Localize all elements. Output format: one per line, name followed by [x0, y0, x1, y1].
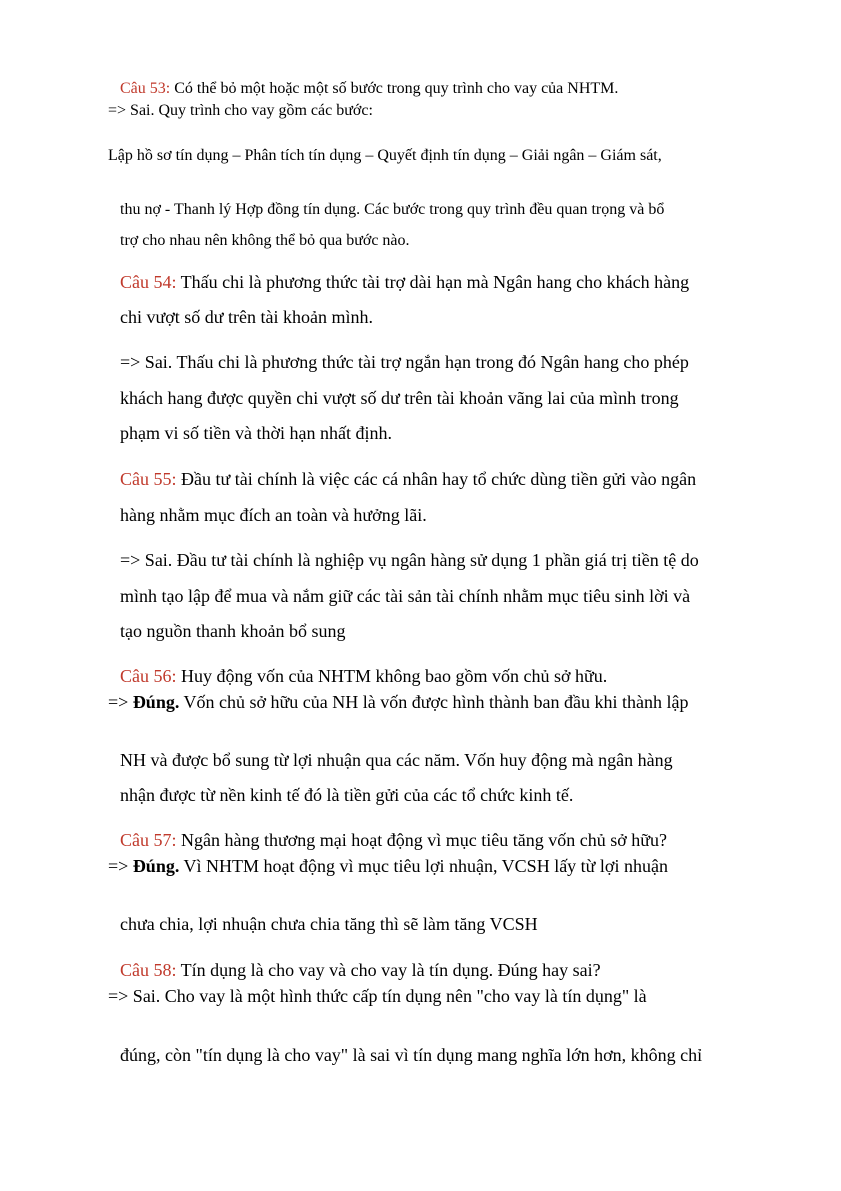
answer-line	[108, 857, 668, 875]
answer-verdict: Đúng.	[132, 692, 180, 712]
answer-line: => Sai. Cho vay là một hình thức cấp tín dụng nên "cho vay là tín dụng" là	[108, 986, 647, 1006]
answer-line: => Sai. Quy trình cho vay gồm các bước:	[108, 102, 373, 119]
answer-line: tạo nguồn thanh khoản bổ sung	[120, 621, 346, 641]
question-53	[120, 81, 618, 97]
answer-line: thu nợ - Thanh lý Hợp đồng tín dụng. Các bước trong quy trình đều quan trọng và bổ	[120, 201, 665, 218]
answer-line: Lập hồ sơ tín dụng – Phân tích tín dụng – Quyết định tín dụng – Giải ngân – Giám sát,	[108, 147, 662, 164]
question-label: Câu 56:	[120, 666, 177, 686]
question-label: Câu 53:	[120, 80, 171, 97]
question-56	[120, 667, 607, 685]
answer-line: nhận được từ nền kinh tế đó là tiền gửi của các tổ chức kinh tế.	[120, 785, 574, 805]
question-line: chi vượt số dư trên tài khoản mình.	[120, 307, 373, 327]
question-57	[120, 831, 667, 849]
answer-text: Vì NHTM hoạt động vì mục tiêu lợi nhuận, VCSH lấy từ lợi nhuận	[179, 856, 668, 876]
answer-line: => Sai. Đầu tư tài chính là nghiệp vụ ngân hàng sử dụng 1 phần giá trị tiền tệ do	[120, 550, 699, 570]
question-label: Câu 58:	[120, 960, 177, 980]
answer-line: khách hang được quyền chi vượt số dư trên tài khoản vãng lai của mình trong	[120, 388, 679, 408]
question-label: Câu 54:	[120, 272, 177, 292]
question-text: Đầu tư tài chính là việc các cá nhân hay tổ chức dùng tiền gửi vào ngân	[176, 469, 697, 489]
question-text: Ngân hàng thương mại hoạt động vì mục tiêu tăng vốn chủ sở hữu?	[176, 830, 667, 850]
answer-line: mình tạo lập để mua và nắm giữ các tài sản tài chính nhằm mục tiêu sinh lời và	[120, 586, 691, 606]
question-55	[120, 470, 696, 488]
answer-text: Vốn chủ sở hữu của NH là vốn được hình thành ban đầu khi thành lập	[179, 692, 689, 712]
answer-prefix: =>	[108, 856, 133, 876]
question-54	[120, 273, 689, 291]
question-text: Huy động vốn của NHTM không bao gồm vốn chủ sở hữu.	[176, 666, 608, 686]
answer-line: phạm vi số tiền và thời hạn nhất định.	[120, 423, 392, 443]
answer-line: đúng, còn "tín dụng là cho vay" là sai vì tín dụng mang nghĩa lớn hơn, không chỉ	[120, 1045, 703, 1065]
question-text: Thấu chi là phương thức tài trợ dài hạn mà Ngân hang cho khách hàng	[176, 272, 690, 292]
answer-line: => Sai. Thấu chi là phương thức tài trợ ngắn hạn trong đó Ngân hang cho phép	[120, 352, 689, 372]
answer-prefix: =>	[108, 692, 133, 712]
question-label: Câu 55:	[120, 469, 177, 489]
question-58	[120, 961, 601, 979]
answer-line: trợ cho nhau nên không thể bỏ qua bước nào.	[120, 232, 410, 249]
answer-verdict: Đúng.	[132, 856, 180, 876]
question-label: Câu 57:	[120, 830, 177, 850]
answer-line: NH và được bổ sung từ lợi nhuận qua các năm. Vốn huy động mà ngân hàng	[120, 750, 673, 770]
question-line: hàng nhằm mục đích an toàn và hưởng lãi.	[120, 505, 427, 525]
question-text: Có thể bỏ một hoặc một số bước trong quy trình cho vay của NHTM.	[170, 80, 619, 97]
question-text: Tín dụng là cho vay và cho vay là tín dụng. Đúng hay sai?	[176, 960, 601, 980]
answer-line	[108, 693, 688, 711]
answer-line: chưa chia, lợi nhuận chưa chia tăng thì sẽ làm tăng VCSH	[120, 914, 538, 934]
